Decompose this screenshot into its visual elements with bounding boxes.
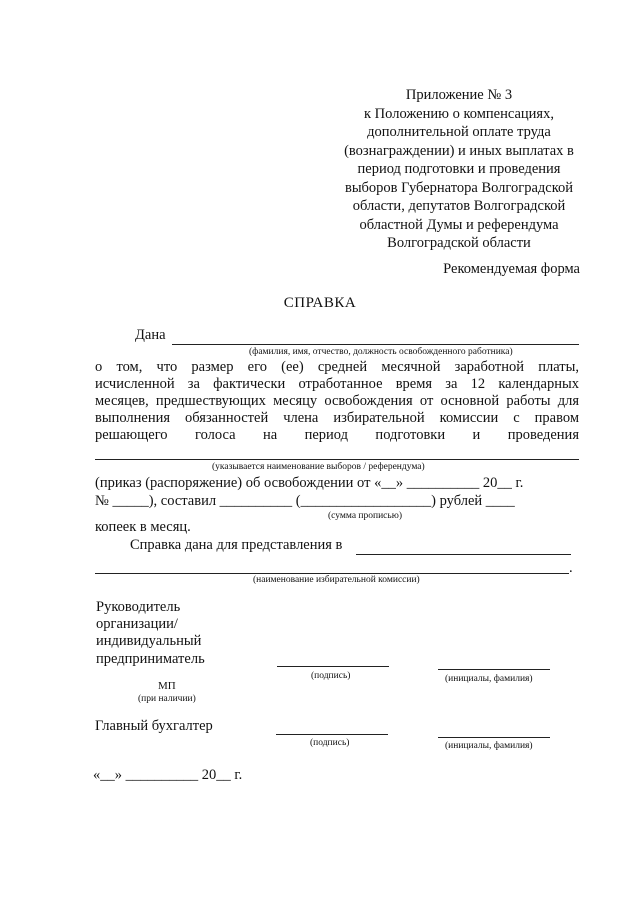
appendix-line: Приложение № 3 <box>405 87 513 103</box>
recommended-form-note: Рекомендуемая форма <box>443 261 580 277</box>
accountant-name-caption: (инициалы, фамилия) <box>445 741 533 751</box>
document-title: СПРАВКА <box>283 295 357 311</box>
accountant-signature-caption: (подпись) <box>310 738 350 748</box>
head-name-caption: (инициалы, фамилия) <box>445 674 533 684</box>
head-title-line: индивидуальный <box>96 633 202 649</box>
head-signature-caption: (подпись) <box>311 671 351 681</box>
body-line: решающего голоса на период подготовки и проведения <box>95 427 579 443</box>
appendix-line: дополнительной оплате труда <box>367 124 551 140</box>
issue-date: «__» __________ 20__ г. <box>93 767 243 783</box>
head-title-line: организации/ <box>96 616 178 632</box>
commission-period: . <box>569 560 573 576</box>
election-name-line <box>95 459 579 460</box>
accountant-signature-line <box>276 734 388 735</box>
body-line: исчисленной за фактически отработанное время за 12 календарных <box>95 376 579 392</box>
issued-name-line <box>172 344 579 345</box>
commission-line-2 <box>95 573 569 574</box>
order-text: (приказ (распоряжение) об освобождении от «__» __________ 20__ г. <box>95 475 524 491</box>
issued-caption: (фамилия, имя, отчество, должность освобожденного работника) <box>249 347 513 357</box>
head-signature-line <box>277 666 389 667</box>
commission-caption: (наименование избирательной комиссии) <box>253 575 420 585</box>
body-line: о том, что размер его (ее) средней месячной заработной платы, <box>95 359 579 375</box>
sum-caption: (сумма прописью) <box>328 511 402 521</box>
number-text: № _____), составил __________ (__________________) рублей ____ <box>95 493 515 509</box>
issued-label: Дана <box>135 327 166 343</box>
body-line: выполнения обязанностей члена избирательной комиссии с правом <box>95 410 579 426</box>
stamp-label: МП <box>158 680 176 692</box>
appendix-line: выборов Губернатора Волгоградской <box>344 179 574 196</box>
appendix-line: Волгоградской области <box>387 235 531 251</box>
body-line: месяцев, предшествующих месяцу освобождения от основной работы для <box>95 393 579 409</box>
head-title-line: Руководитель <box>96 599 181 615</box>
appendix-header <box>320 86 598 253</box>
accountant-name-line <box>438 737 550 738</box>
appendix-line: областной Думы и референдума <box>359 216 559 233</box>
election-caption: (указывается наименование выборов / референдума) <box>212 462 425 472</box>
kopecks-text: копеек в месяц. <box>95 519 191 535</box>
presented-text: Справка дана для представления в <box>130 537 343 553</box>
head-title-line: предприниматель <box>96 651 205 667</box>
appendix-line: к Положению о компенсациях, <box>364 105 554 122</box>
stamp-note: (при наличии) <box>138 694 196 704</box>
accountant-label: Главный бухгалтер <box>95 718 213 734</box>
appendix-line: области, депутатов Волгоградской <box>352 198 566 214</box>
commission-line-1 <box>356 554 571 555</box>
head-name-line <box>438 669 550 670</box>
appendix-line: период подготовки и проведения <box>357 161 561 177</box>
appendix-line: (вознаграждении) и иных выплатах в <box>344 142 574 159</box>
